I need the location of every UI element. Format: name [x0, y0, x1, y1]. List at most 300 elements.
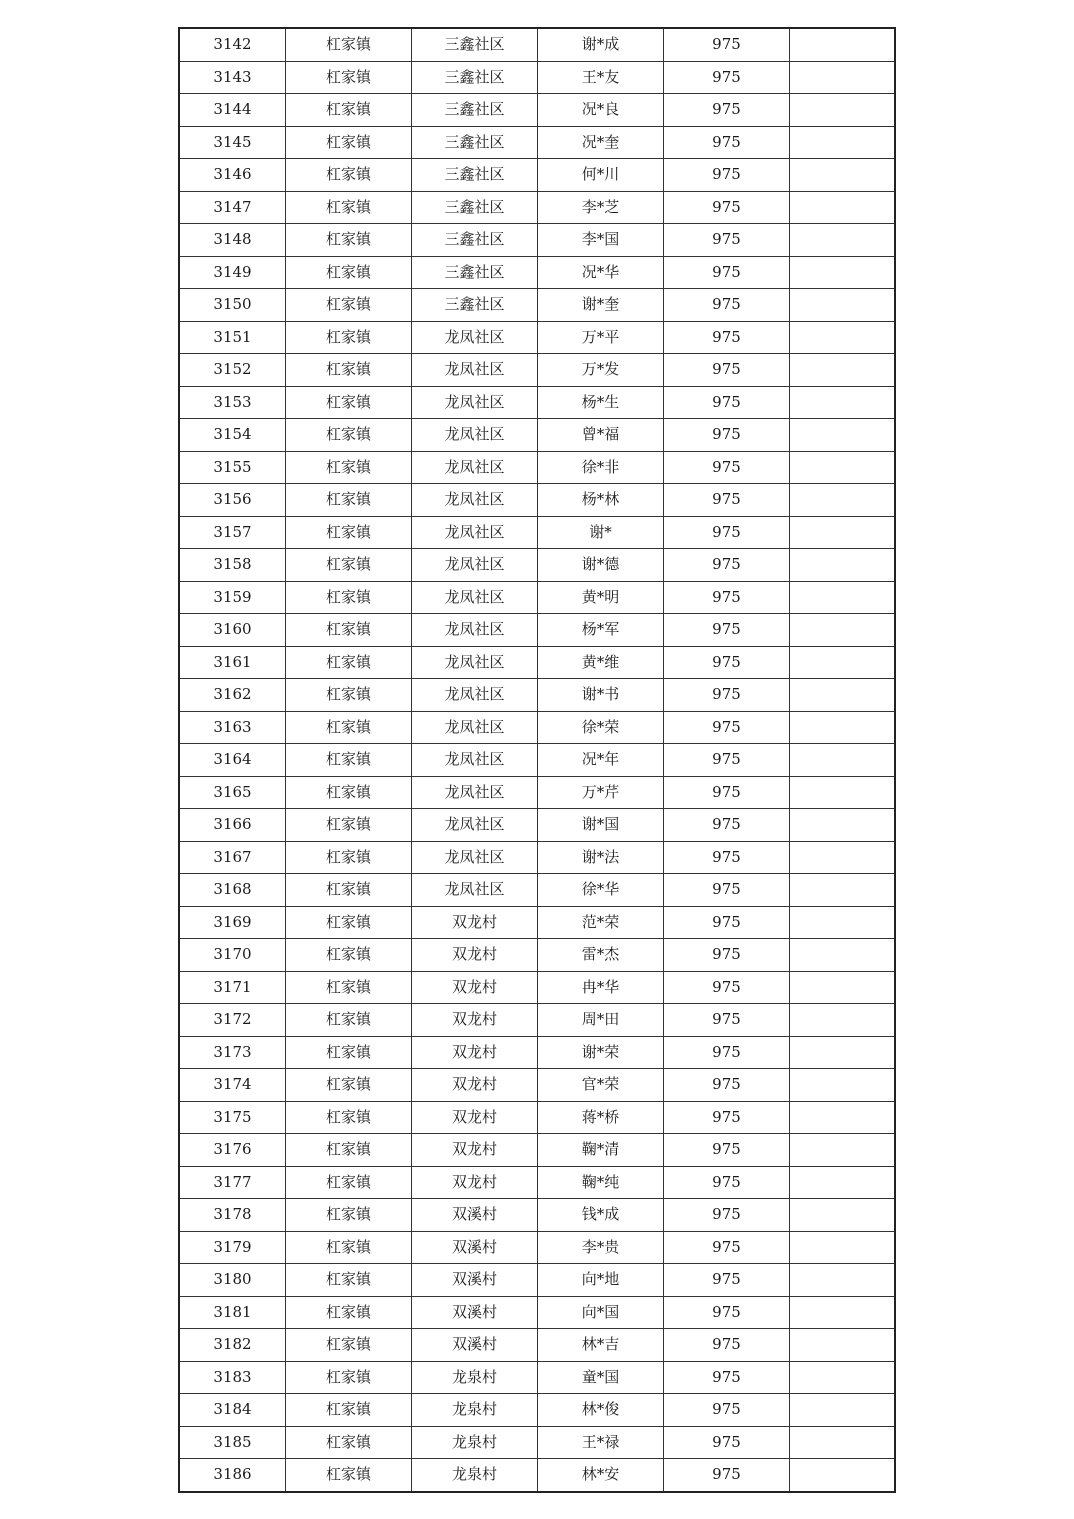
person-name-cell: 李*国	[538, 224, 664, 257]
town-cell: 杠家镇	[286, 354, 412, 387]
village-cell: 龙凤社区	[412, 711, 538, 744]
person-name-cell: 徐*非	[538, 451, 664, 484]
amount-cell: 975	[664, 549, 790, 582]
serial-number-cell: 3162	[179, 679, 286, 712]
village-cell: 龙凤社区	[412, 679, 538, 712]
person-name-cell: 范*荣	[538, 906, 664, 939]
amount-cell: 975	[664, 1459, 790, 1492]
table-row	[179, 614, 895, 647]
table-row	[179, 224, 895, 257]
town-cell: 杠家镇	[286, 451, 412, 484]
note-cell	[790, 939, 896, 972]
note-cell	[790, 126, 896, 159]
person-name-cell: 林*安	[538, 1459, 664, 1492]
amount-cell: 975	[664, 289, 790, 322]
amount-cell: 975	[664, 28, 790, 61]
amount-cell: 975	[664, 224, 790, 257]
person-name-cell: 李*贵	[538, 1231, 664, 1264]
village-cell: 龙凤社区	[412, 581, 538, 614]
serial-number-cell: 3179	[179, 1231, 286, 1264]
town-cell: 杠家镇	[286, 1394, 412, 1427]
person-name-cell: 徐*荣	[538, 711, 664, 744]
town-cell: 杠家镇	[286, 256, 412, 289]
village-cell: 龙凤社区	[412, 614, 538, 647]
village-cell: 龙凤社区	[412, 776, 538, 809]
serial-number-cell: 3143	[179, 61, 286, 94]
note-cell	[790, 549, 896, 582]
village-cell: 双龙村	[412, 1134, 538, 1167]
amount-cell: 975	[664, 191, 790, 224]
person-name-cell: 钱*成	[538, 1199, 664, 1232]
amount-cell: 975	[664, 94, 790, 127]
village-cell: 三鑫社区	[412, 256, 538, 289]
serial-number-cell: 3164	[179, 744, 286, 777]
person-name-cell: 杨*生	[538, 386, 664, 419]
person-name-cell: 向*地	[538, 1264, 664, 1297]
town-cell: 杠家镇	[286, 516, 412, 549]
amount-cell: 975	[664, 1004, 790, 1037]
serial-number-cell: 3146	[179, 159, 286, 192]
serial-number-cell: 3186	[179, 1459, 286, 1492]
person-name-cell: 冉*华	[538, 971, 664, 1004]
table-row	[179, 776, 895, 809]
serial-number-cell: 3142	[179, 28, 286, 61]
table-row	[179, 581, 895, 614]
table-row	[179, 1036, 895, 1069]
village-cell: 三鑫社区	[412, 94, 538, 127]
table-row	[179, 386, 895, 419]
village-cell: 三鑫社区	[412, 224, 538, 257]
serial-number-cell: 3155	[179, 451, 286, 484]
town-cell: 杠家镇	[286, 159, 412, 192]
serial-number-cell: 3185	[179, 1426, 286, 1459]
table-row	[179, 1296, 895, 1329]
serial-number-cell: 3154	[179, 419, 286, 452]
note-cell	[790, 744, 896, 777]
table-row	[179, 939, 895, 972]
person-name-cell: 谢*奎	[538, 289, 664, 322]
serial-number-cell: 3144	[179, 94, 286, 127]
person-name-cell: 鞠*纯	[538, 1166, 664, 1199]
note-cell	[790, 386, 896, 419]
amount-cell: 975	[664, 711, 790, 744]
note-cell	[790, 159, 896, 192]
serial-number-cell: 3184	[179, 1394, 286, 1427]
village-cell: 龙凤社区	[412, 516, 538, 549]
village-cell: 三鑫社区	[412, 28, 538, 61]
note-cell	[790, 841, 896, 874]
serial-number-cell: 3148	[179, 224, 286, 257]
serial-number-cell: 3157	[179, 516, 286, 549]
village-cell: 龙泉村	[412, 1394, 538, 1427]
town-cell: 杠家镇	[286, 1361, 412, 1394]
amount-cell: 975	[664, 451, 790, 484]
amount-cell: 975	[664, 516, 790, 549]
village-cell: 双龙村	[412, 1101, 538, 1134]
serial-number-cell: 3168	[179, 874, 286, 907]
table-row	[179, 94, 895, 127]
serial-number-cell: 3175	[179, 1101, 286, 1134]
note-cell	[790, 1459, 896, 1492]
village-cell: 龙凤社区	[412, 841, 538, 874]
serial-number-cell: 3170	[179, 939, 286, 972]
serial-number-cell: 3173	[179, 1036, 286, 1069]
serial-number-cell: 3172	[179, 1004, 286, 1037]
person-name-cell: 谢*国	[538, 809, 664, 842]
amount-cell: 975	[664, 939, 790, 972]
note-cell	[790, 809, 896, 842]
town-cell: 杠家镇	[286, 1069, 412, 1102]
village-cell: 双溪村	[412, 1264, 538, 1297]
table-row	[179, 419, 895, 452]
amount-cell: 975	[664, 841, 790, 874]
village-cell: 龙凤社区	[412, 484, 538, 517]
note-cell	[790, 874, 896, 907]
village-cell: 双龙村	[412, 1069, 538, 1102]
serial-number-cell: 3165	[179, 776, 286, 809]
amount-cell: 975	[664, 1329, 790, 1362]
note-cell	[790, 1101, 896, 1134]
table-row	[179, 744, 895, 777]
person-name-cell: 万*平	[538, 321, 664, 354]
person-name-cell: 官*荣	[538, 1069, 664, 1102]
serial-number-cell: 3176	[179, 1134, 286, 1167]
note-cell	[790, 94, 896, 127]
table-row	[179, 549, 895, 582]
town-cell: 杠家镇	[286, 646, 412, 679]
table-row	[179, 451, 895, 484]
serial-number-cell: 3166	[179, 809, 286, 842]
town-cell: 杠家镇	[286, 1166, 412, 1199]
table-row	[179, 1231, 895, 1264]
person-name-cell: 杨*军	[538, 614, 664, 647]
town-cell: 杠家镇	[286, 1134, 412, 1167]
table-row	[179, 354, 895, 387]
table-row	[179, 321, 895, 354]
note-cell	[790, 224, 896, 257]
serial-number-cell: 3145	[179, 126, 286, 159]
note-cell	[790, 1426, 896, 1459]
town-cell: 杠家镇	[286, 1426, 412, 1459]
note-cell	[790, 971, 896, 1004]
table-row	[179, 906, 895, 939]
note-cell	[790, 1036, 896, 1069]
village-cell: 龙凤社区	[412, 354, 538, 387]
town-cell: 杠家镇	[286, 549, 412, 582]
table-row	[179, 159, 895, 192]
person-name-cell: 谢*	[538, 516, 664, 549]
table-row	[179, 1199, 895, 1232]
town-cell: 杠家镇	[286, 1101, 412, 1134]
amount-cell: 975	[664, 256, 790, 289]
town-cell: 杠家镇	[286, 1264, 412, 1297]
amount-cell: 975	[664, 1069, 790, 1102]
amount-cell: 975	[664, 1231, 790, 1264]
note-cell	[790, 679, 896, 712]
amount-cell: 975	[664, 646, 790, 679]
serial-number-cell: 3149	[179, 256, 286, 289]
table-row	[179, 1134, 895, 1167]
town-cell: 杠家镇	[286, 874, 412, 907]
note-cell	[790, 1361, 896, 1394]
amount-cell: 975	[664, 126, 790, 159]
note-cell	[790, 1004, 896, 1037]
town-cell: 杠家镇	[286, 386, 412, 419]
note-cell	[790, 711, 896, 744]
person-name-cell: 谢*法	[538, 841, 664, 874]
serial-number-cell: 3181	[179, 1296, 286, 1329]
note-cell	[790, 516, 896, 549]
note-cell	[790, 289, 896, 322]
person-name-cell: 万*芹	[538, 776, 664, 809]
note-cell	[790, 1296, 896, 1329]
table-row	[179, 61, 895, 94]
town-cell: 杠家镇	[286, 841, 412, 874]
village-cell: 双龙村	[412, 971, 538, 1004]
village-cell: 三鑫社区	[412, 61, 538, 94]
town-cell: 杠家镇	[286, 971, 412, 1004]
table-row	[179, 971, 895, 1004]
amount-cell: 975	[664, 809, 790, 842]
amount-cell: 975	[664, 874, 790, 907]
person-name-cell: 徐*华	[538, 874, 664, 907]
serial-number-cell: 3167	[179, 841, 286, 874]
village-cell: 双龙村	[412, 1004, 538, 1037]
serial-number-cell: 3183	[179, 1361, 286, 1394]
serial-number-cell: 3150	[179, 289, 286, 322]
town-cell: 杠家镇	[286, 1459, 412, 1492]
note-cell	[790, 451, 896, 484]
note-cell	[790, 1166, 896, 1199]
town-cell: 杠家镇	[286, 614, 412, 647]
person-name-cell: 向*国	[538, 1296, 664, 1329]
person-name-cell: 谢*荣	[538, 1036, 664, 1069]
village-cell: 三鑫社区	[412, 126, 538, 159]
village-cell: 龙凤社区	[412, 419, 538, 452]
town-cell: 杠家镇	[286, 1296, 412, 1329]
village-cell: 龙凤社区	[412, 809, 538, 842]
village-cell: 双龙村	[412, 906, 538, 939]
amount-cell: 975	[664, 354, 790, 387]
amount-cell: 975	[664, 1426, 790, 1459]
person-name-cell: 杨*林	[538, 484, 664, 517]
person-name-cell: 曾*福	[538, 419, 664, 452]
person-name-cell: 谢*书	[538, 679, 664, 712]
town-cell: 杠家镇	[286, 61, 412, 94]
amount-cell: 975	[664, 61, 790, 94]
amount-cell: 975	[664, 776, 790, 809]
table-row	[179, 1426, 895, 1459]
note-cell	[790, 191, 896, 224]
amount-cell: 975	[664, 581, 790, 614]
serial-number-cell: 3182	[179, 1329, 286, 1362]
town-cell: 杠家镇	[286, 1004, 412, 1037]
town-cell: 杠家镇	[286, 581, 412, 614]
amount-cell: 975	[664, 1134, 790, 1167]
serial-number-cell: 3156	[179, 484, 286, 517]
person-name-cell: 童*国	[538, 1361, 664, 1394]
note-cell	[790, 321, 896, 354]
village-cell: 龙凤社区	[412, 646, 538, 679]
town-cell: 杠家镇	[286, 809, 412, 842]
person-name-cell: 况*奎	[538, 126, 664, 159]
serial-number-cell: 3151	[179, 321, 286, 354]
note-cell	[790, 776, 896, 809]
table-row	[179, 1394, 895, 1427]
table-row	[179, 874, 895, 907]
note-cell	[790, 1264, 896, 1297]
serial-number-cell: 3169	[179, 906, 286, 939]
amount-cell: 975	[664, 1394, 790, 1427]
person-name-cell: 万*发	[538, 354, 664, 387]
village-cell: 双溪村	[412, 1199, 538, 1232]
note-cell	[790, 1069, 896, 1102]
person-name-cell: 谢*成	[538, 28, 664, 61]
serial-number-cell: 3180	[179, 1264, 286, 1297]
amount-cell: 975	[664, 971, 790, 1004]
note-cell	[790, 354, 896, 387]
town-cell: 杠家镇	[286, 126, 412, 159]
table-row	[179, 1166, 895, 1199]
village-cell: 龙泉村	[412, 1426, 538, 1459]
table-row	[179, 516, 895, 549]
amount-cell: 975	[664, 1264, 790, 1297]
table-row	[179, 28, 895, 61]
serial-number-cell: 3152	[179, 354, 286, 387]
town-cell: 杠家镇	[286, 1329, 412, 1362]
village-cell: 双龙村	[412, 939, 538, 972]
town-cell: 杠家镇	[286, 1036, 412, 1069]
amount-cell: 975	[664, 679, 790, 712]
amount-cell: 975	[664, 484, 790, 517]
amount-cell: 975	[664, 614, 790, 647]
person-name-cell: 何*川	[538, 159, 664, 192]
amount-cell: 975	[664, 1166, 790, 1199]
village-cell: 三鑫社区	[412, 289, 538, 322]
person-name-cell: 黄*明	[538, 581, 664, 614]
serial-number-cell: 3158	[179, 549, 286, 582]
person-name-cell: 雷*杰	[538, 939, 664, 972]
table-row	[179, 1264, 895, 1297]
town-cell: 杠家镇	[286, 1199, 412, 1232]
person-name-cell: 蒋*桥	[538, 1101, 664, 1134]
person-name-cell: 周*田	[538, 1004, 664, 1037]
amount-cell: 975	[664, 1296, 790, 1329]
note-cell	[790, 581, 896, 614]
table-row	[179, 289, 895, 322]
table-row	[179, 1329, 895, 1362]
amount-cell: 975	[664, 159, 790, 192]
serial-number-cell: 3174	[179, 1069, 286, 1102]
table-row	[179, 679, 895, 712]
serial-number-cell: 3177	[179, 1166, 286, 1199]
village-cell: 龙凤社区	[412, 386, 538, 419]
note-cell	[790, 646, 896, 679]
amount-cell: 975	[664, 321, 790, 354]
note-cell	[790, 484, 896, 517]
amount-cell: 975	[664, 1101, 790, 1134]
table-row	[179, 256, 895, 289]
amount-cell: 975	[664, 906, 790, 939]
town-cell: 杠家镇	[286, 939, 412, 972]
amount-cell: 975	[664, 419, 790, 452]
table-row	[179, 841, 895, 874]
serial-number-cell: 3147	[179, 191, 286, 224]
person-name-cell: 况*华	[538, 256, 664, 289]
amount-cell: 975	[664, 1036, 790, 1069]
note-cell	[790, 614, 896, 647]
note-cell	[790, 1231, 896, 1264]
table-row	[179, 711, 895, 744]
note-cell	[790, 256, 896, 289]
serial-number-cell: 3171	[179, 971, 286, 1004]
village-cell: 龙泉村	[412, 1361, 538, 1394]
village-cell: 双溪村	[412, 1231, 538, 1264]
note-cell	[790, 419, 896, 452]
person-name-cell: 王*友	[538, 61, 664, 94]
town-cell: 杠家镇	[286, 28, 412, 61]
village-cell: 双溪村	[412, 1296, 538, 1329]
town-cell: 杠家镇	[286, 419, 412, 452]
village-cell: 龙凤社区	[412, 874, 538, 907]
person-name-cell: 李*芝	[538, 191, 664, 224]
note-cell	[790, 1199, 896, 1232]
village-cell: 双龙村	[412, 1036, 538, 1069]
serial-number-cell: 3178	[179, 1199, 286, 1232]
town-cell: 杠家镇	[286, 679, 412, 712]
roster-table	[178, 27, 896, 1493]
note-cell	[790, 28, 896, 61]
amount-cell: 975	[664, 386, 790, 419]
village-cell: 双龙村	[412, 1166, 538, 1199]
note-cell	[790, 61, 896, 94]
note-cell	[790, 906, 896, 939]
person-name-cell: 林*吉	[538, 1329, 664, 1362]
table-row	[179, 1459, 895, 1492]
town-cell: 杠家镇	[286, 321, 412, 354]
village-cell: 龙凤社区	[412, 321, 538, 354]
serial-number-cell: 3161	[179, 646, 286, 679]
town-cell: 杠家镇	[286, 224, 412, 257]
note-cell	[790, 1134, 896, 1167]
table-row	[179, 809, 895, 842]
village-cell: 三鑫社区	[412, 159, 538, 192]
person-name-cell: 王*禄	[538, 1426, 664, 1459]
village-cell: 龙凤社区	[412, 451, 538, 484]
village-cell: 龙凤社区	[412, 549, 538, 582]
serial-number-cell: 3153	[179, 386, 286, 419]
table-row	[179, 1004, 895, 1037]
town-cell: 杠家镇	[286, 906, 412, 939]
person-name-cell: 林*俊	[538, 1394, 664, 1427]
person-name-cell: 况*年	[538, 744, 664, 777]
village-cell: 龙凤社区	[412, 744, 538, 777]
person-name-cell: 况*良	[538, 94, 664, 127]
table-row	[179, 1101, 895, 1134]
table-row	[179, 1361, 895, 1394]
serial-number-cell: 3163	[179, 711, 286, 744]
amount-cell: 975	[664, 1361, 790, 1394]
village-cell: 三鑫社区	[412, 191, 538, 224]
table-row	[179, 484, 895, 517]
town-cell: 杠家镇	[286, 1231, 412, 1264]
town-cell: 杠家镇	[286, 94, 412, 127]
note-cell	[790, 1329, 896, 1362]
town-cell: 杠家镇	[286, 744, 412, 777]
serial-number-cell: 3159	[179, 581, 286, 614]
roster-table-body	[179, 28, 895, 1492]
table-row	[179, 126, 895, 159]
